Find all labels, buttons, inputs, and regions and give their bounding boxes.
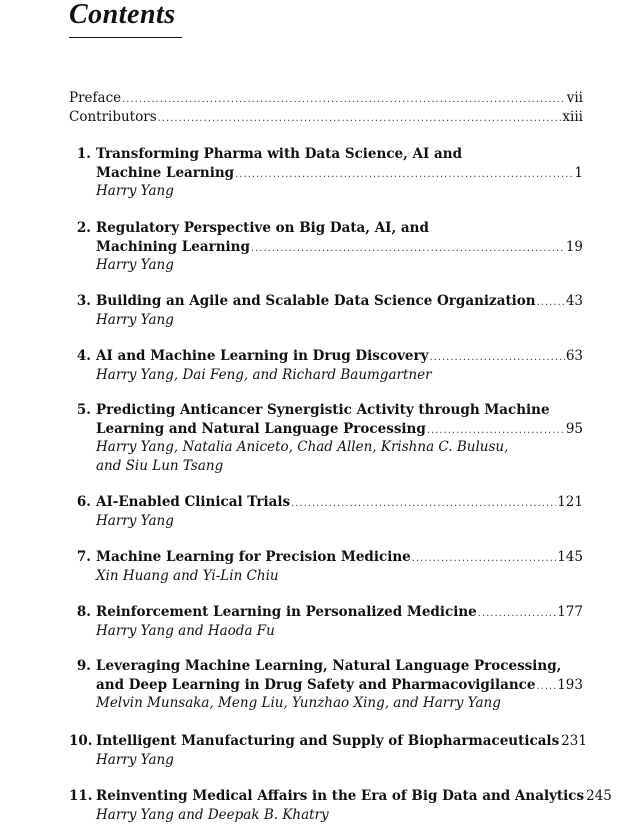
- chapter-authors: and Siu Lun Tsang: [96, 457, 224, 474]
- chapter-entry[interactable]: [69, 493, 583, 530]
- chapter-page-number: 145: [557, 549, 583, 565]
- dot-leader: [251, 240, 565, 259]
- chapter-number: 6.: [76, 494, 91, 510]
- chapter-entry[interactable]: [69, 548, 583, 585]
- table-of-contents: [69, 89, 612, 823]
- chapter-title: Machine Learning for Precision Medicine: [96, 549, 411, 565]
- chapter-title-line: Regulatory Perspective on Big Data, AI, and: [96, 220, 429, 236]
- chapter-title: AI and Machine Learning in Drug Discovery: [96, 348, 429, 364]
- chapter-authors: Harry Yang and Deepak B. Khatry: [96, 806, 329, 823]
- chapter-title: Learning and Natural Language Processing: [96, 420, 426, 437]
- chapter-number: 11.: [69, 788, 93, 804]
- chapter-line[interactable]: [96, 603, 583, 622]
- chapter-authors: Harry Yang: [96, 512, 174, 529]
- chapter-line[interactable]: [96, 347, 583, 366]
- dot-leader: [537, 294, 565, 313]
- dot-leader: [478, 605, 556, 624]
- chapter-title-line: Predicting Anticancer Synergistic Activity through Machine: [96, 402, 550, 418]
- chapter-title: Reinforcement Learning in Personalized Medicine: [96, 604, 477, 620]
- chapter-line[interactable]: [96, 676, 583, 695]
- chapter-number: 3.: [76, 293, 91, 309]
- chapter-number: 8.: [76, 604, 91, 620]
- chapter-authors: Harry Yang, Dai Feng, and Richard Baumgartner: [96, 366, 432, 383]
- chapter-title: Building an Agile and Scalable Data Science Organization: [96, 293, 536, 309]
- chapter-title: Machine Learning: [96, 164, 235, 181]
- chapter-line[interactable]: [96, 548, 583, 567]
- dot-leader: [412, 550, 556, 569]
- chapter-authors: Harry Yang and Haoda Fu: [96, 622, 275, 639]
- chapter-line[interactable]: [96, 420, 583, 439]
- dot-leader: [235, 166, 573, 185]
- chapter-page-number: 121: [557, 494, 583, 510]
- chapter-number: 5.: [76, 402, 91, 418]
- dot-leader: [536, 678, 556, 697]
- front-matter-entry-page-number: xiii: [562, 108, 583, 125]
- chapter-line[interactable]: [96, 238, 583, 257]
- chapter-title: and Deep Learning in Drug Safety and Pharmacovigilance: [96, 676, 536, 693]
- dot-leader: [122, 91, 566, 110]
- chapter-entry[interactable]: [69, 657, 583, 713]
- chapter-authors: Harry Yang, Natalia Aniceto, Chad Allen, Krishna C. Bulusu,: [96, 439, 509, 455]
- page-title: Contents: [69, 0, 176, 30]
- chapter-authors: Harry Yang: [96, 183, 174, 199]
- chapter-authors: Harry Yang: [96, 257, 174, 273]
- front-matter-entry-line[interactable]: [69, 89, 583, 108]
- chapter-title: Machining Learning: [96, 238, 250, 255]
- chapter-title: Intelligent Manufacturing and Supply of Biopharmaceuticals: [96, 733, 560, 749]
- front-matter-list: [69, 89, 583, 126]
- chapter-number: 10.: [69, 733, 93, 749]
- front-matter-entry-title: Preface: [69, 90, 122, 106]
- chapter-authors: Xin Huang and Yi-Lin Chiu: [96, 567, 279, 584]
- front-matter-entry-line[interactable]: [69, 108, 583, 127]
- dot-leader: [158, 110, 562, 129]
- chapter-page-number: 43: [565, 293, 583, 309]
- chapter-page-number: 19: [565, 238, 583, 255]
- chapter-entry[interactable]: [69, 347, 583, 384]
- chapter-authors: Harry Yang: [96, 751, 174, 768]
- chapter-number: 2.: [76, 220, 91, 236]
- title-underline: [69, 37, 182, 38]
- chapter-page-number: 177: [557, 604, 583, 620]
- chapter-page-number: 95: [565, 420, 583, 437]
- chapter-line[interactable]: [96, 732, 587, 751]
- dot-leader: [429, 349, 564, 368]
- chapter-entry[interactable]: [69, 787, 612, 824]
- front-matter-entry-page-number: vii: [566, 90, 583, 106]
- chapter-title-line: Leveraging Machine Learning, Natural Language Processing,: [96, 658, 562, 674]
- chapter-number: 4.: [76, 348, 91, 364]
- chapter-entry[interactable]: [69, 401, 583, 475]
- chapter-authors: Harry Yang: [96, 311, 174, 328]
- chapter-entry[interactable]: [69, 292, 583, 329]
- chapter-number: 7.: [76, 549, 91, 565]
- front-matter-entry-title: Contributors: [69, 108, 157, 125]
- chapter-entry[interactable]: [69, 145, 583, 201]
- chapter-authors: Melvin Munsaka, Meng Liu, Yunzhao Xing, and Harry Yang: [96, 695, 501, 711]
- chapter-line[interactable]: [96, 292, 583, 311]
- chapter-title-line: Transforming Pharma with Data Science, AI and: [96, 146, 463, 162]
- chapter-title: AI-Enabled Clinical Trials: [96, 494, 291, 510]
- chapter-page-number: 1: [574, 164, 583, 181]
- chapter-number: 9.: [76, 658, 91, 674]
- chapter-entry[interactable]: [69, 603, 583, 640]
- chapter-page-number: 231: [561, 733, 587, 749]
- chapter-line[interactable]: [96, 164, 583, 183]
- chapter-line[interactable]: [96, 493, 583, 512]
- dot-leader: [291, 495, 556, 514]
- chapter-page-number: 63: [565, 348, 583, 364]
- chapter-page-number: 193: [557, 676, 583, 693]
- chapter-line[interactable]: [96, 787, 612, 806]
- chapter-title: Reinventing Medical Affairs in the Era of Big Data and Analytics: [96, 788, 585, 804]
- chapter-entry[interactable]: [69, 219, 583, 275]
- chapter-page-number: 245: [586, 788, 612, 804]
- chapter-number: 1.: [76, 146, 91, 162]
- chapter-entry[interactable]: [69, 732, 587, 769]
